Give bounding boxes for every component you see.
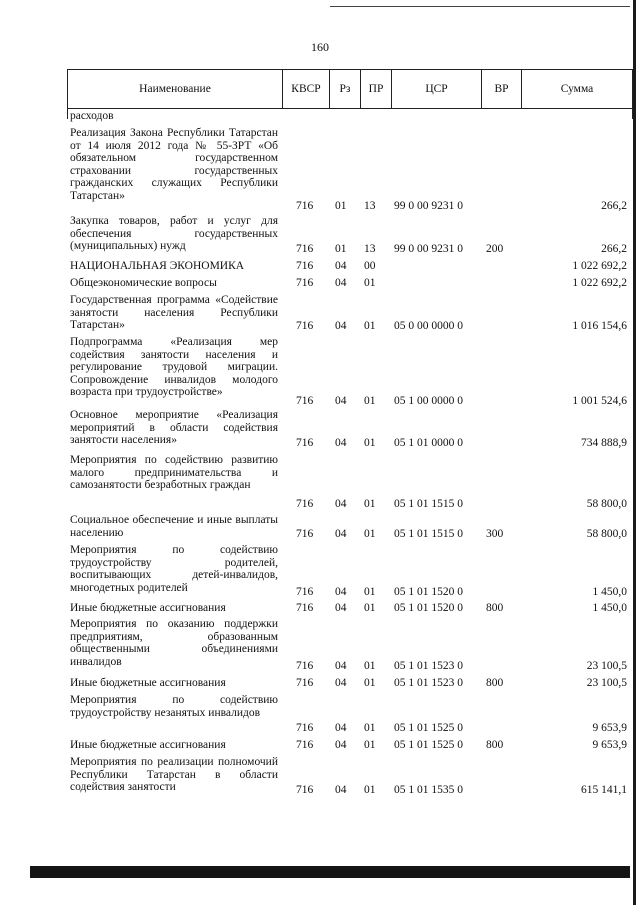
row-sum: 1 450,0	[592, 602, 627, 615]
row-sum: 1 001 524,6	[572, 395, 627, 408]
row-csr: 05 1 01 1515 0	[394, 498, 463, 511]
row-name: Социальное обеспечение и иные выплаты населению	[70, 514, 278, 539]
row-pr: 01	[364, 320, 376, 333]
row-csr: 05 1 00 0000 0	[394, 395, 463, 408]
row-sum: 1 450,0	[592, 586, 627, 599]
row-rz: 04	[335, 320, 347, 333]
table-row	[0, 277, 640, 290]
row-pr: 01	[364, 677, 376, 690]
row-vr: 800	[486, 739, 504, 752]
table-row	[0, 336, 640, 408]
row-sum: 615 141,1	[581, 784, 627, 797]
row-name: Иные бюджетные ассигнования	[70, 739, 226, 751]
row-name: НАЦИОНАЛЬНАЯ ЭКОНОМИКА	[70, 260, 245, 272]
row-kvsr: 716	[296, 395, 314, 408]
row-rz: 04	[335, 586, 347, 599]
row-rz: 04	[335, 784, 347, 797]
table-row	[0, 260, 640, 273]
row-kvsr: 716	[296, 200, 314, 213]
row-csr: 05 1 01 0000 0	[394, 437, 463, 450]
row-csr: 05 1 01 1520 0	[394, 602, 463, 615]
row-rz: 04	[335, 528, 347, 541]
row-kvsr: 716	[296, 528, 314, 541]
row-sum: 9 653,9	[592, 739, 627, 752]
col-header-csr: ЦСР	[392, 70, 482, 108]
row-pr: 01	[364, 722, 376, 735]
table-row	[0, 544, 640, 599]
row-csr: 05 1 01 1535 0	[394, 784, 463, 797]
table-row	[0, 409, 640, 450]
table-row	[0, 294, 640, 333]
row-vr: 300	[486, 528, 504, 541]
row-kvsr: 716	[296, 437, 314, 450]
row-name: Реализация Закона Республики Татарстан от 14 июля 2012 года № 55-ЗРТ «Об обязательном государственном страховании государственных гражданских служащих Республики Татарстан»	[70, 127, 278, 202]
row-name: Закупка товаров, работ и услуг для обеспечения государственных (муниципальных) нужд	[70, 215, 278, 253]
row-sum: 1 016 154,6	[572, 320, 627, 333]
row-sum: 9 653,9	[592, 722, 627, 735]
row-csr: 05 1 01 1523 0	[394, 660, 463, 673]
row-kvsr: 716	[296, 243, 314, 256]
row-csr: 05 1 01 1525 0	[394, 722, 463, 735]
col-header-sum: Сумма	[560, 83, 594, 95]
row-sum: 1 022 692,2	[572, 277, 627, 290]
row-pr: 01	[364, 395, 376, 408]
row-rz: 04	[335, 437, 347, 450]
scan-top-line	[330, 6, 630, 7]
row-sum: 58 800,0	[586, 528, 627, 541]
row-kvsr: 716	[296, 260, 314, 273]
row-pr: 01	[364, 437, 376, 450]
table-row	[0, 454, 640, 511]
row-pr: 01	[364, 739, 376, 752]
row-pr: 01	[364, 660, 376, 673]
row-sum: 58 800,0	[586, 498, 627, 511]
row-csr: 05 1 01 1525 0	[394, 739, 463, 752]
row-name: Мероприятия по содействию трудоустройству незанятых инвалидов	[70, 694, 278, 719]
row-name: Основное мероприятие «Реализация мероприятий в области содействия занятости населения»	[70, 409, 278, 447]
row-pr: 01	[364, 498, 376, 511]
row-vr: 200	[486, 243, 504, 256]
row-rz: 01	[335, 200, 347, 213]
row-sum: 266,2	[601, 200, 627, 213]
row-sum: 266,2	[601, 243, 627, 256]
row-sum: 734 888,9	[581, 437, 627, 450]
row-vr: 800	[486, 677, 504, 690]
table-row	[0, 618, 640, 673]
row-pr: 01	[364, 602, 376, 615]
row-name: Иные бюджетные ассигнования	[70, 602, 226, 614]
table-row	[0, 677, 640, 690]
row-pr: 01	[364, 586, 376, 599]
row-name: Государственная программа «Содействие занятости населения Республики Татарстан»	[70, 294, 278, 332]
row-name: Мероприятия по содействию трудоустройству родителей, воспитывающих детей-инвалидов, многодетных родителей	[70, 544, 278, 594]
row-rz: 04	[335, 277, 347, 290]
row-csr: 05 0 00 0000 0	[394, 320, 463, 333]
row-kvsr: 716	[296, 602, 314, 615]
row-rz: 04	[335, 660, 347, 673]
scan-bottom-bar	[30, 866, 630, 878]
col-header-rz: Рз	[330, 70, 361, 108]
table-row	[0, 215, 640, 256]
row-pr: 00	[364, 260, 376, 273]
row-kvsr: 716	[296, 677, 314, 690]
table-row	[0, 739, 640, 752]
table-row	[0, 756, 640, 797]
row-csr: 05 1 01 1520 0	[394, 586, 463, 599]
row-name: Иные бюджетные ассигнования	[70, 677, 226, 689]
table-row	[0, 514, 640, 541]
row-pr: 01	[364, 528, 376, 541]
col-header-vr: ВР	[482, 70, 522, 108]
row-kvsr: 716	[296, 784, 314, 797]
row-name: расходов	[70, 110, 114, 122]
row-kvsr: 716	[296, 277, 314, 290]
row-rz: 04	[335, 498, 347, 511]
row-kvsr: 716	[296, 739, 314, 752]
row-rz: 04	[335, 677, 347, 690]
table-row	[0, 602, 640, 615]
row-pr: 13	[364, 243, 376, 256]
row-rz: 04	[335, 722, 347, 735]
row-kvsr: 716	[296, 498, 314, 511]
col-header-name: Наименование	[68, 70, 283, 108]
row-name: Подпрограмма «Реализация мер содействия занятости населения и регулирование трудовой миграции. Сопровождение инвалидов молодого возраста при трудоустройстве»	[70, 336, 278, 399]
row-csr: 99 0 00 9231 0	[394, 243, 463, 256]
row-kvsr: 716	[296, 660, 314, 673]
row-csr: 99 0 00 9231 0	[394, 200, 463, 213]
row-rz: 04	[335, 602, 347, 615]
row-vr: 800	[486, 602, 504, 615]
row-name: Мероприятия по реализации полномочий Республики Татарстан в области содействия занятости	[70, 756, 278, 794]
row-csr: 05 1 01 1515 0	[394, 528, 463, 541]
col-header-pr: ПР	[361, 70, 392, 108]
row-name: Общеэкономические вопросы	[70, 277, 217, 289]
row-sum: 1 022 692,2	[572, 260, 627, 273]
row-rz: 04	[335, 739, 347, 752]
table-row	[0, 110, 640, 123]
table-row	[0, 694, 640, 735]
row-rz: 04	[335, 395, 347, 408]
row-sum: 23 100,5	[586, 660, 627, 673]
col-header-kvsr: КВСР	[283, 70, 330, 108]
row-kvsr: 716	[296, 320, 314, 333]
row-kvsr: 716	[296, 586, 314, 599]
row-csr: 05 1 01 1523 0	[394, 677, 463, 690]
row-pr: 01	[364, 784, 376, 797]
row-rz: 01	[335, 243, 347, 256]
row-name: Мероприятия по содействию развитию малого предпринимательства и самозанятости безработных граждан	[70, 454, 278, 492]
row-pr: 01	[364, 277, 376, 290]
row-rz: 04	[335, 260, 347, 273]
row-pr: 13	[364, 200, 376, 213]
table-row	[0, 127, 640, 213]
row-name: Мероприятия по оказанию поддержки предприятиям, образованным общественными объединениями инвалидов	[70, 618, 278, 668]
row-kvsr: 716	[296, 722, 314, 735]
table-header	[67, 69, 633, 109]
page-number: 160	[311, 40, 329, 54]
row-sum: 23 100,5	[586, 677, 627, 690]
